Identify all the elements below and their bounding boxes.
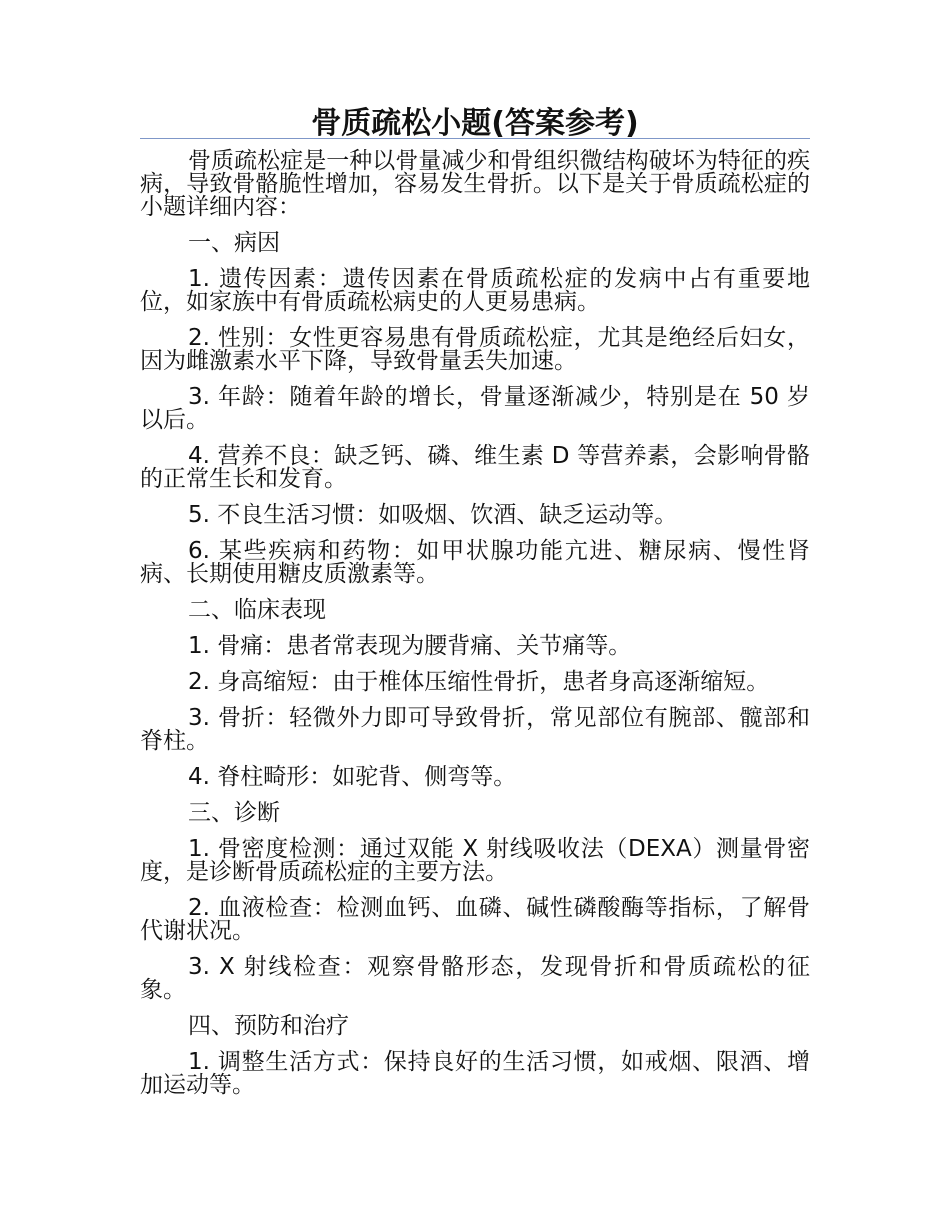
document-body bbox=[140, 150, 810, 1110]
list-item: 4. 脊柱畸形：如驼背、侧弯等。 bbox=[188, 764, 517, 790]
list-item: 5. 不良生活习惯：如吸烟、饮酒、缺乏运动等。 bbox=[188, 502, 678, 528]
list-item: 6. 某些疾病和药物：如甲状腺功能亢进、糖尿病、慢性肾病、长期使用糖皮质激素等。 bbox=[140, 538, 810, 587]
list-item: 2. 性别：女性更容易患有骨质疏松症，尤其是绝经后妇女，因为雌激素水平下降，导致骨量丢失加速。 bbox=[140, 325, 810, 374]
list-item: 1. 骨痛：患者常表现为腰背痛、关节痛等。 bbox=[188, 633, 632, 659]
list-item: 3. 骨折：轻微外力即可导致骨折，常见部位有腕部、髋部和脊柱。 bbox=[140, 705, 810, 754]
section-heading-symptoms: 二、临床表现 bbox=[188, 597, 326, 623]
list-item: 1. 遗传因素：遗传因素在骨质疏松症的发病中占有重要地位，如家族中有骨质疏松病史的人更易患病。 bbox=[140, 266, 810, 315]
list-item: 1. 骨密度检测：通过双能 X 射线吸收法（DEXA）测量骨密度，是诊断骨质疏松症的主要方法。 bbox=[140, 836, 810, 885]
section-heading-causes: 一、病因 bbox=[188, 230, 280, 256]
list-item: 1. 调整生活方式：保持良好的生活习惯，如戒烟、限酒、增加运动等。 bbox=[140, 1049, 810, 1098]
intro-paragraph: 骨质疏松症是一种以骨量减少和骨组织微结构破坏为特征的疾病，导致骨骼脆性增加，容易发生骨折。以下是关于骨质疏松症的小题详细内容： bbox=[140, 148, 810, 220]
list-item: 2. 血液检查：检测血钙、血磷、碱性磷酸酶等指标，了解骨代谢状况。 bbox=[140, 895, 810, 944]
document-title: 骨质疏松小题(答案参考) bbox=[311, 106, 639, 141]
list-item: 4. 营养不良：缺乏钙、磷、维生素 D 等营养素，会影响骨骼的正常生长和发育。 bbox=[140, 443, 810, 492]
section-heading-prevention: 四、预防和治疗 bbox=[188, 1013, 349, 1039]
list-item: 3. X 射线检查：观察骨骼形态，发现骨折和骨质疏松的征象。 bbox=[140, 954, 810, 1003]
list-item: 3. 年龄：随着年龄的增长，骨量逐渐减少，特别是在 50 岁以后。 bbox=[140, 384, 810, 433]
list-item: 2. 身高缩短：由于椎体压缩性骨折，患者身高逐渐缩短。 bbox=[188, 669, 770, 695]
title-underline bbox=[140, 138, 810, 139]
section-heading-diagnosis: 三、诊断 bbox=[188, 800, 280, 826]
